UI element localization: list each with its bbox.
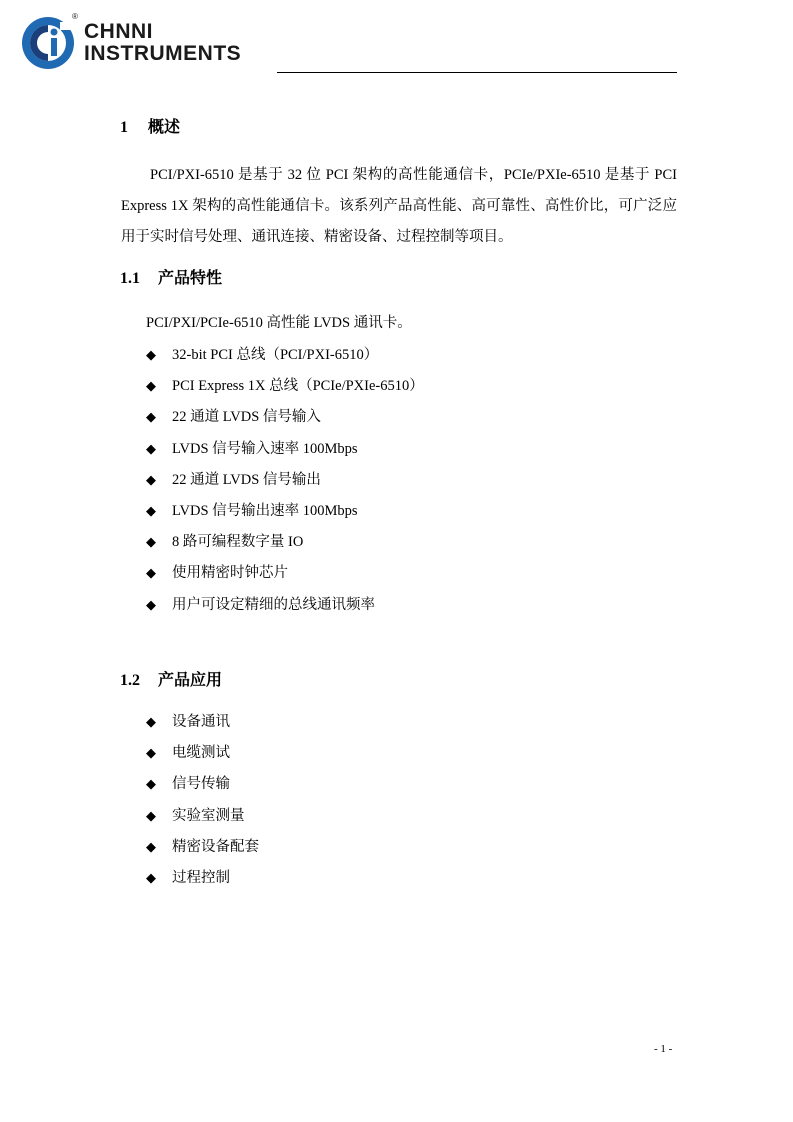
list-item: ◆ 设备通讯 [146, 706, 259, 737]
list-item: ◆ 过程控制 [146, 862, 259, 893]
list-item: ◆ 22 通道 LVDS 信号输入 [146, 401, 424, 432]
bullet-diamond-icon: ◆ [146, 776, 156, 792]
list-item: ◆ 8 路可编程数字量 IO [146, 526, 424, 557]
bullet-diamond-icon: ◆ [146, 807, 156, 823]
bullet-diamond-icon: ◆ [146, 565, 156, 581]
section-heading-overview [120, 114, 180, 137]
section-heading-features [120, 265, 222, 288]
overview-text: PCI/PXI-6510 是基于 32 位 PCI 架构的高性能通信卡，PCIe/PXIe-6510 是基于 PCI Express 1X 架构的高性能通信卡。该系列产品高性能、高可靠性、高性价比，可广泛应用于实时信号处理、通讯连接、精密设备、过程控制等项目。 [121, 167, 677, 245]
bullet-diamond-icon: ◆ [146, 471, 156, 487]
features-intro: PCI/PXI/PCIe-6510 高性能 LVDS 通讯卡。 [146, 315, 412, 331]
bullet-diamond-icon: ◆ [146, 869, 156, 885]
section-number: 1 [120, 119, 128, 136]
bullet-diamond-icon: ◆ [146, 745, 156, 761]
bullet-diamond-icon: ◆ [146, 440, 156, 456]
brand-name-line1: CHNNI [84, 20, 153, 43]
header-divider [277, 72, 677, 73]
list-item: ◆ 22 通道 LVDS 信号输出 [146, 464, 424, 495]
features-list [146, 339, 424, 620]
list-item: ◆ PCI Express 1X 总线（PCIe/PXIe-6510） [146, 370, 424, 401]
brand-name-line2: INSTRUMENTS [84, 42, 242, 65]
list-item: ◆ 信号传输 [146, 768, 259, 799]
list-item: ◆ LVDS 信号输出速率 100Mbps [146, 495, 424, 526]
section-title: 产品特性 [158, 270, 223, 287]
section-number: 1.1 [120, 270, 140, 287]
section-title: 产品应用 [158, 672, 223, 689]
applications-list [146, 706, 259, 893]
section-title: 概述 [148, 119, 181, 136]
list-item: ◆ LVDS 信号输入速率 100Mbps [146, 433, 424, 464]
bullet-diamond-icon: ◆ [146, 838, 156, 854]
bullet-diamond-icon: ◆ [146, 409, 156, 425]
bullet-diamond-icon: ◆ [146, 378, 156, 394]
overview-paragraph [121, 160, 677, 253]
bullet-diamond-icon: ◆ [146, 714, 156, 729]
chnni-logo-icon [20, 14, 76, 72]
list-item: ◆ 32-bit PCI 总线（PCI/PXI-6510） [146, 339, 424, 370]
list-item: ◆ 用户可设定精细的总线通讯频率 [146, 589, 424, 620]
list-item: ◆ 电缆测试 [146, 737, 259, 768]
bullet-diamond-icon: ◆ [146, 534, 156, 550]
list-item: ◆ 使用精密时钟芯片 [146, 557, 424, 588]
bullet-diamond-icon: ◆ [146, 596, 156, 612]
bullet-diamond-icon: ◆ [146, 502, 156, 518]
section-heading-applications [120, 667, 222, 690]
registered-mark: ® [72, 12, 78, 21]
list-item: ◆ 实验室测量 [146, 800, 259, 831]
page-number: - 1 - [654, 1043, 673, 1055]
page-header [20, 12, 780, 74]
bullet-diamond-icon: ◆ [146, 347, 156, 362]
list-item: ◆ 精密设备配套 [146, 831, 259, 862]
section-number: 1.2 [120, 672, 140, 689]
